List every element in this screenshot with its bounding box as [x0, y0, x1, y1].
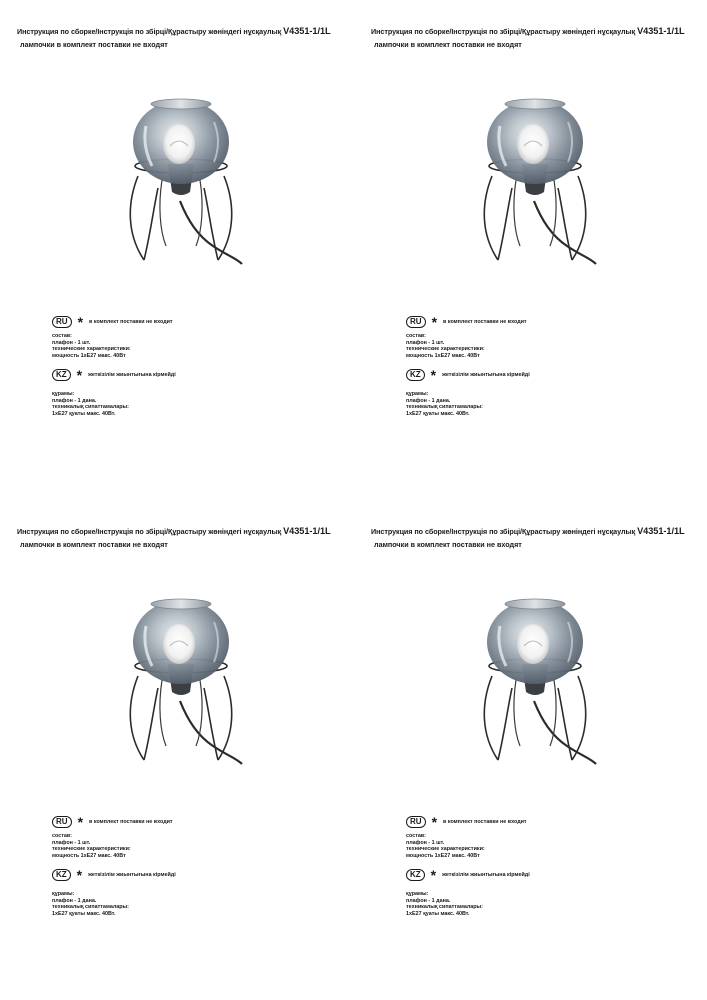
ru-spec: [406, 333, 485, 359]
asterisk-icon: *: [430, 867, 437, 883]
ru-note-row: [406, 816, 527, 828]
spec-line: технические характеристики:: [52, 846, 131, 853]
asterisk-icon: *: [77, 314, 84, 330]
spec-line: плафон - 1 дана.: [52, 397, 97, 404]
lamp-photo: [472, 596, 598, 768]
page-title: [371, 526, 685, 536]
title-text: Инструкция по сборке/Інструкція по збірці/Құрастыру жөніндегі нұсқаулық: [17, 27, 282, 36]
ru-note: в комплект поставки не входит: [443, 319, 527, 325]
model-number: V4351-1/1L: [283, 26, 331, 36]
instruction-panel: [0, 500, 353, 1000]
lamp-photo: [118, 96, 244, 268]
spec-line: плафон - 1 дана.: [406, 897, 451, 904]
ru-note-row: [52, 316, 173, 328]
spec-line: технические характеристики:: [52, 346, 131, 353]
subtitle: лампочки в комплект поставки не входят: [374, 540, 522, 549]
kz-note-row: [406, 869, 530, 881]
spec-line: состав:: [52, 333, 72, 339]
spec-line: плафон - 1 шт.: [52, 839, 91, 846]
ru-note: в комплект поставки не входит: [443, 819, 527, 825]
ru-note-row: [406, 316, 527, 328]
spec-line: 1хЕ27 қуаты макс. 40Вт.: [406, 910, 470, 917]
spec-line: состав:: [406, 333, 426, 339]
page-title: [17, 526, 331, 536]
kz-spec: [406, 891, 483, 917]
spec-line: техникалық сипаттамалары:: [52, 904, 129, 911]
spec-line: мощность 1хЕ27 макс. 40Вт: [52, 352, 126, 359]
spec-line: 1хЕ27 қуаты макс. 40Вт.: [52, 410, 116, 417]
kz-note: жеткізілім жиынтығына кірмейді: [88, 372, 176, 378]
spec-line: құрамы:: [52, 891, 75, 897]
title-text: Инструкция по сборке/Інструкція по збірці/Құрастыру жөніндегі нұсқаулық: [371, 527, 636, 536]
model-number: V4351-1/1L: [637, 26, 685, 36]
spec-line: мощность 1хЕ27 макс. 40Вт: [406, 852, 480, 859]
spec-line: плафон - 1 шт.: [406, 839, 445, 846]
kz-note: жеткізілім жиынтығына кірмейді: [442, 372, 530, 378]
spec-line: состав:: [52, 833, 72, 839]
ru-badge: RU: [52, 316, 72, 328]
spec-line: құрамы:: [406, 891, 429, 897]
ru-badge: RU: [406, 316, 426, 328]
asterisk-icon: *: [431, 314, 438, 330]
kz-note-row: [406, 369, 530, 381]
ru-badge: RU: [406, 816, 426, 828]
spec-line: состав:: [406, 833, 426, 839]
ru-spec: [52, 333, 131, 359]
spec-line: 1хЕ27 қуаты макс. 40Вт.: [52, 910, 116, 917]
spec-line: мощность 1хЕ27 макс. 40Вт: [52, 852, 126, 859]
spec-line: техникалық сипаттамалары:: [406, 404, 483, 411]
ru-spec: [406, 833, 485, 859]
spec-line: мощность 1хЕ27 макс. 40Вт: [406, 352, 480, 359]
asterisk-icon: *: [76, 867, 83, 883]
spec-line: плафон - 1 шт.: [406, 339, 445, 346]
instruction-panel: [0, 0, 353, 500]
model-number: V4351-1/1L: [637, 526, 685, 536]
spec-line: технические характеристики:: [406, 346, 485, 353]
instruction-panel: [354, 500, 707, 1000]
spec-line: плафон - 1 дана.: [52, 897, 97, 904]
kz-note-row: [52, 869, 176, 881]
spec-line: техникалық сипаттамалары:: [52, 404, 129, 411]
spec-line: технические характеристики:: [406, 846, 485, 853]
spec-line: техникалық сипаттамалары:: [406, 904, 483, 911]
lamp-photo: [118, 596, 244, 768]
spec-line: құрамы:: [406, 391, 429, 397]
lamp-photo: [472, 96, 598, 268]
kz-note: жеткізілім жиынтығына кірмейді: [88, 872, 176, 878]
asterisk-icon: *: [431, 814, 438, 830]
kz-badge: KZ: [406, 369, 425, 381]
spec-line: құрамы:: [52, 391, 75, 397]
ru-note-row: [52, 816, 173, 828]
subtitle: лампочки в комплект поставки не входят: [20, 40, 168, 49]
asterisk-icon: *: [77, 814, 84, 830]
page-title: [17, 26, 331, 36]
title-text: Инструкция по сборке/Інструкція по збірці/Құрастыру жөніндегі нұсқаулық: [371, 27, 636, 36]
kz-badge: KZ: [52, 869, 71, 881]
kz-note-row: [52, 369, 176, 381]
model-number: V4351-1/1L: [283, 526, 331, 536]
asterisk-icon: *: [76, 367, 83, 383]
subtitle: лампочки в комплект поставки не входят: [374, 40, 522, 49]
spec-line: плафон - 1 шт.: [52, 339, 91, 346]
ru-note: в комплект поставки не входит: [89, 319, 173, 325]
title-text: Инструкция по сборке/Інструкція по збірці/Құрастыру жөніндегі нұсқаулық: [17, 527, 282, 536]
spec-line: плафон - 1 дана.: [406, 397, 451, 404]
kz-spec: [406, 391, 483, 417]
kz-spec: [52, 391, 129, 417]
subtitle: лампочки в комплект поставки не входят: [20, 540, 168, 549]
kz-badge: KZ: [406, 869, 425, 881]
page-title: [371, 26, 685, 36]
instruction-panel: [354, 0, 707, 500]
ru-spec: [52, 833, 131, 859]
kz-spec: [52, 891, 129, 917]
asterisk-icon: *: [430, 367, 437, 383]
ru-note: в комплект поставки не входит: [89, 819, 173, 825]
ru-badge: RU: [52, 816, 72, 828]
spec-line: 1хЕ27 қуаты макс. 40Вт.: [406, 410, 470, 417]
kz-badge: KZ: [52, 369, 71, 381]
kz-note: жеткізілім жиынтығына кірмейді: [442, 872, 530, 878]
